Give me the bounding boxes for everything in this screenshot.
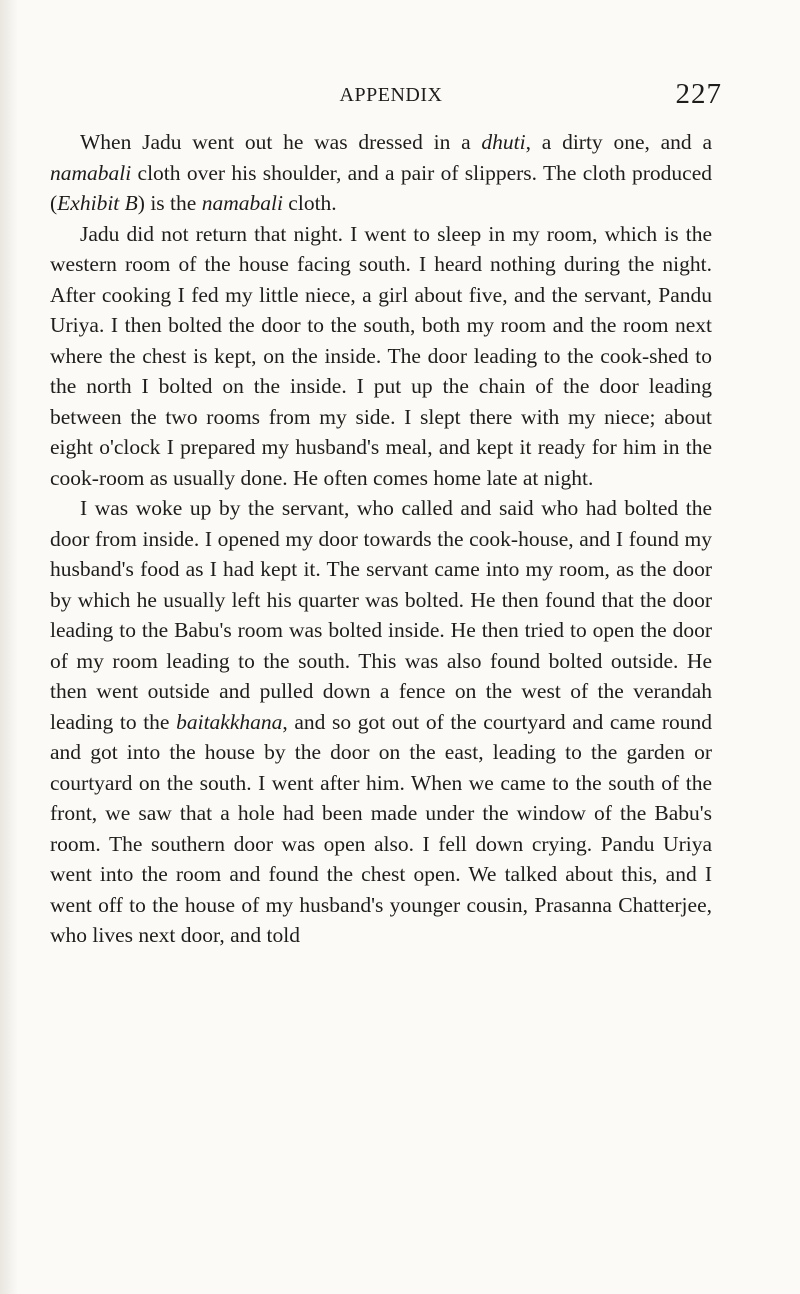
body-text — [50, 127, 712, 951]
italic-term: baitakkhana — [176, 709, 283, 734]
paragraph — [50, 493, 712, 951]
text-run: , and so got out of the courtyard and came round and got into the house by the door on the east, leading to the garden or courtyard on the south. I went after him. When we came to the south of the front, we saw that a hole had been made under the window of the Babu's room. The southern door was open also. I fell down crying. Pandu Uriya went into the room and found the chest open. We talked about this, and I went off to the house of my husband's younger cousin, Prasanna Chatterjee, who lives next door, and told — [50, 709, 713, 947]
italic-term: Exhibit B — [57, 191, 138, 215]
paragraph — [50, 219, 712, 494]
running-head-title: APPENDIX — [339, 84, 443, 106]
running-head — [60, 78, 722, 114]
text-run: ) is the — [137, 191, 202, 215]
text-run: I was woke up by the servant, who called and said who had bolted the door from inside. I opened my door towards the cook-house, and I found my husband's food as I had kept it. The servant came into my room, as the door by which he usually left his quarter was bolted. He then found that the door leading to the Babu's room was bolted inside. He then tried to open the door of my room leading to the south. This was also found bolted outside. He then went outside and pulled down a fence on the west of the verandah leading to the — [50, 496, 712, 734]
page-number: 227 — [675, 78, 722, 110]
italic-term: namabali — [201, 191, 283, 215]
paragraph — [50, 127, 712, 219]
text-run: cloth over his shoulder, and a pair of slippers. The cloth produced ( — [50, 160, 712, 215]
text-run: , a dirty one, and a — [525, 130, 712, 154]
text-run: Jadu did not return that night. I went to sleep in my room, which is the western room of the house facing south. I heard nothing during the night. After cooking I fed my little niece, a girl about five, and the servant, Pandu Uriya. I then bolted the door to the south, both my room and the room next where the chest is kept, on the inside. The door leading to the cook-shed to the north I bolted on the inside. I put up the chain of the door leading between the two rooms from my side. I slept there with my niece; about eight o'clock I prepared my husband's meal, and kept it ready for him in the cook-room as usually done. He often comes home late at night. — [50, 221, 712, 490]
page-edge-shadow — [0, 0, 18, 1294]
italic-term: namabali — [50, 160, 132, 185]
text-run: When Jadu went out he was dressed in a — [80, 130, 482, 154]
italic-term: dhuti — [481, 130, 526, 154]
text-run: cloth. — [282, 191, 337, 215]
